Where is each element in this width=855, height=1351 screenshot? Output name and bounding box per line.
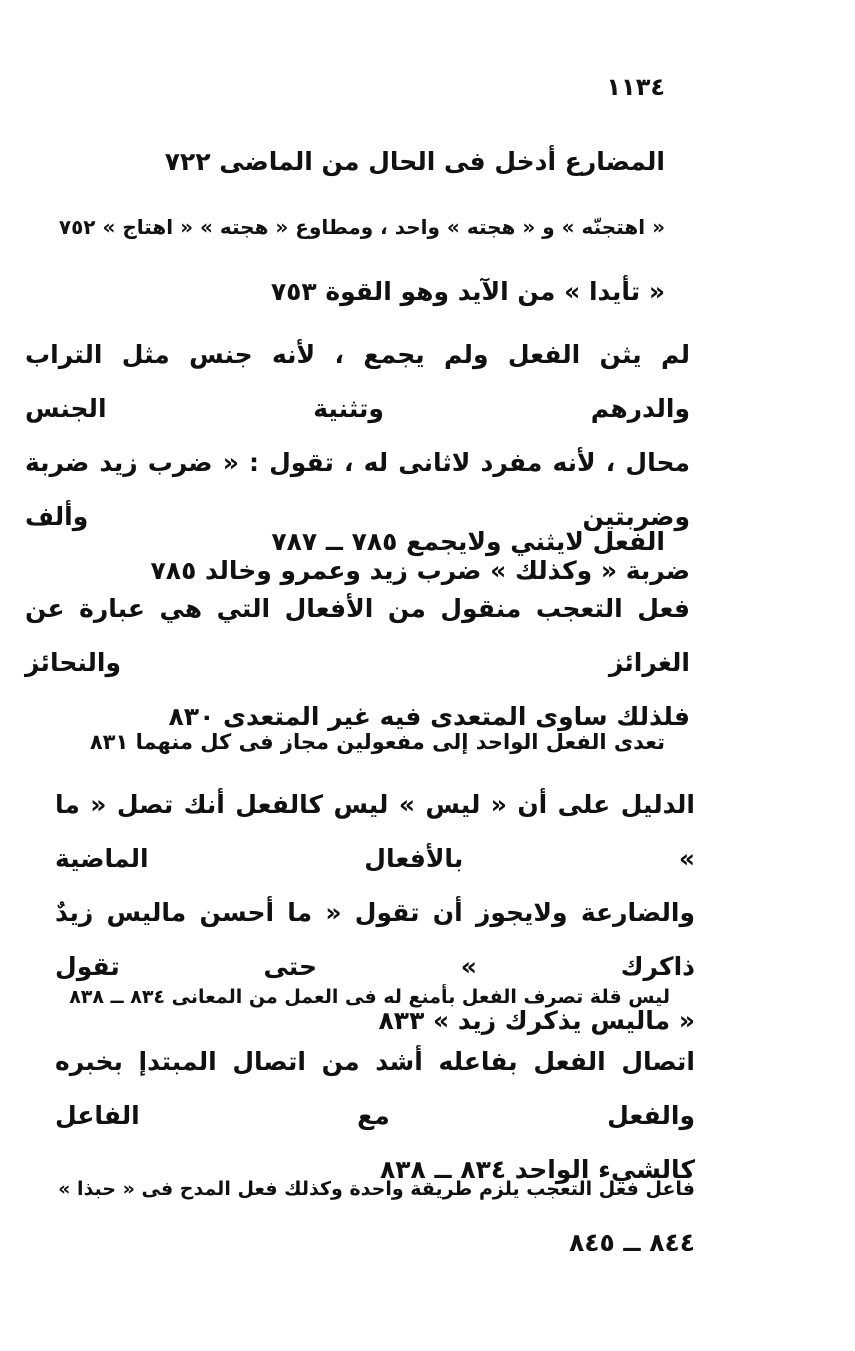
entry-line: ضربة « وكذلك » ضرب زيد وعمرو وخالد ٧٨٥ [150,556,690,585]
entry-line: الدليل على أن « ليس » ليس كالفعل أنك تصل « ما » بالأفعال الماضية [55,790,695,873]
entry-line: كالشيء الواحد ٨٣٤ ــ ٨٣٨ [380,1155,695,1184]
entry-line: فلذلك ساوى المتعدى فيه غير المتعدى ٨٣٠ [168,702,690,731]
entry-line: « اهتجنّه » و « هجته » واحد ، ومطاوع « هجته » « اهتاج » ٧٥٢ [58,215,665,239]
entry-line: تعدى الفعل الواحد إلى مفعولين مجاز فى كل منهما ٨٣١ [89,730,665,754]
entry-line: والضارعة ولايجوز أن تقول « ما أحسن ماليس زيدٌ ذاكرك » حتى تقول [55,898,695,981]
entry-line: ٨٤٤ ــ ٨٤٥ [568,1228,695,1257]
index-entry [65,715,665,769]
entry-line: فعل التعجب منقول من الأفعال التي هي عبارة عن الغرائز والنحائز [25,594,690,677]
entry-line: « ماليس يذكرك زيد » ٨٣٣ [378,1006,695,1035]
index-entry [65,135,665,189]
entry-line: محال ، لأنه مفرد لاثانى له ، تقول : « ضرب زيد ضربة وضربتين وألف [25,448,690,531]
entry-line: « تأيدا » من الآيد وهو القوة ٧٥٣ [270,277,665,306]
index-entry [55,200,665,254]
entry-line: فاعل فعل التعجب يلزم طريقة واحدة وكذلك فعل المدح فى « حبذا » [58,1178,695,1200]
entry-line: لم يثن الفعل ولم يجمع ، لأنه جنس مثل التراب والدرهم وتثنية الجنس [25,340,690,423]
index-entry [55,1162,695,1270]
entry-line: ليس قلة تصرف الفعل بأمنع له فى العمل من المعانى ٨٣٤ ــ ٨٣٨ [69,986,670,1008]
index-entry [65,265,665,319]
entry-line: اتصال الفعل بفاعله أشد من اتصال المبتدإ بخبره والفعل مع الفاعل [55,1047,695,1130]
index-entry [65,515,665,569]
page-number: ١١٣٤ [606,73,665,101]
entry-line: المضارع أدخل فى الحال من الماضى ٧٢٢ [164,147,665,176]
index-entry [60,970,670,1024]
entry-line: الفعل لايثني ولايجمع ٧٨٥ ــ ٧٨٧ [271,527,665,556]
